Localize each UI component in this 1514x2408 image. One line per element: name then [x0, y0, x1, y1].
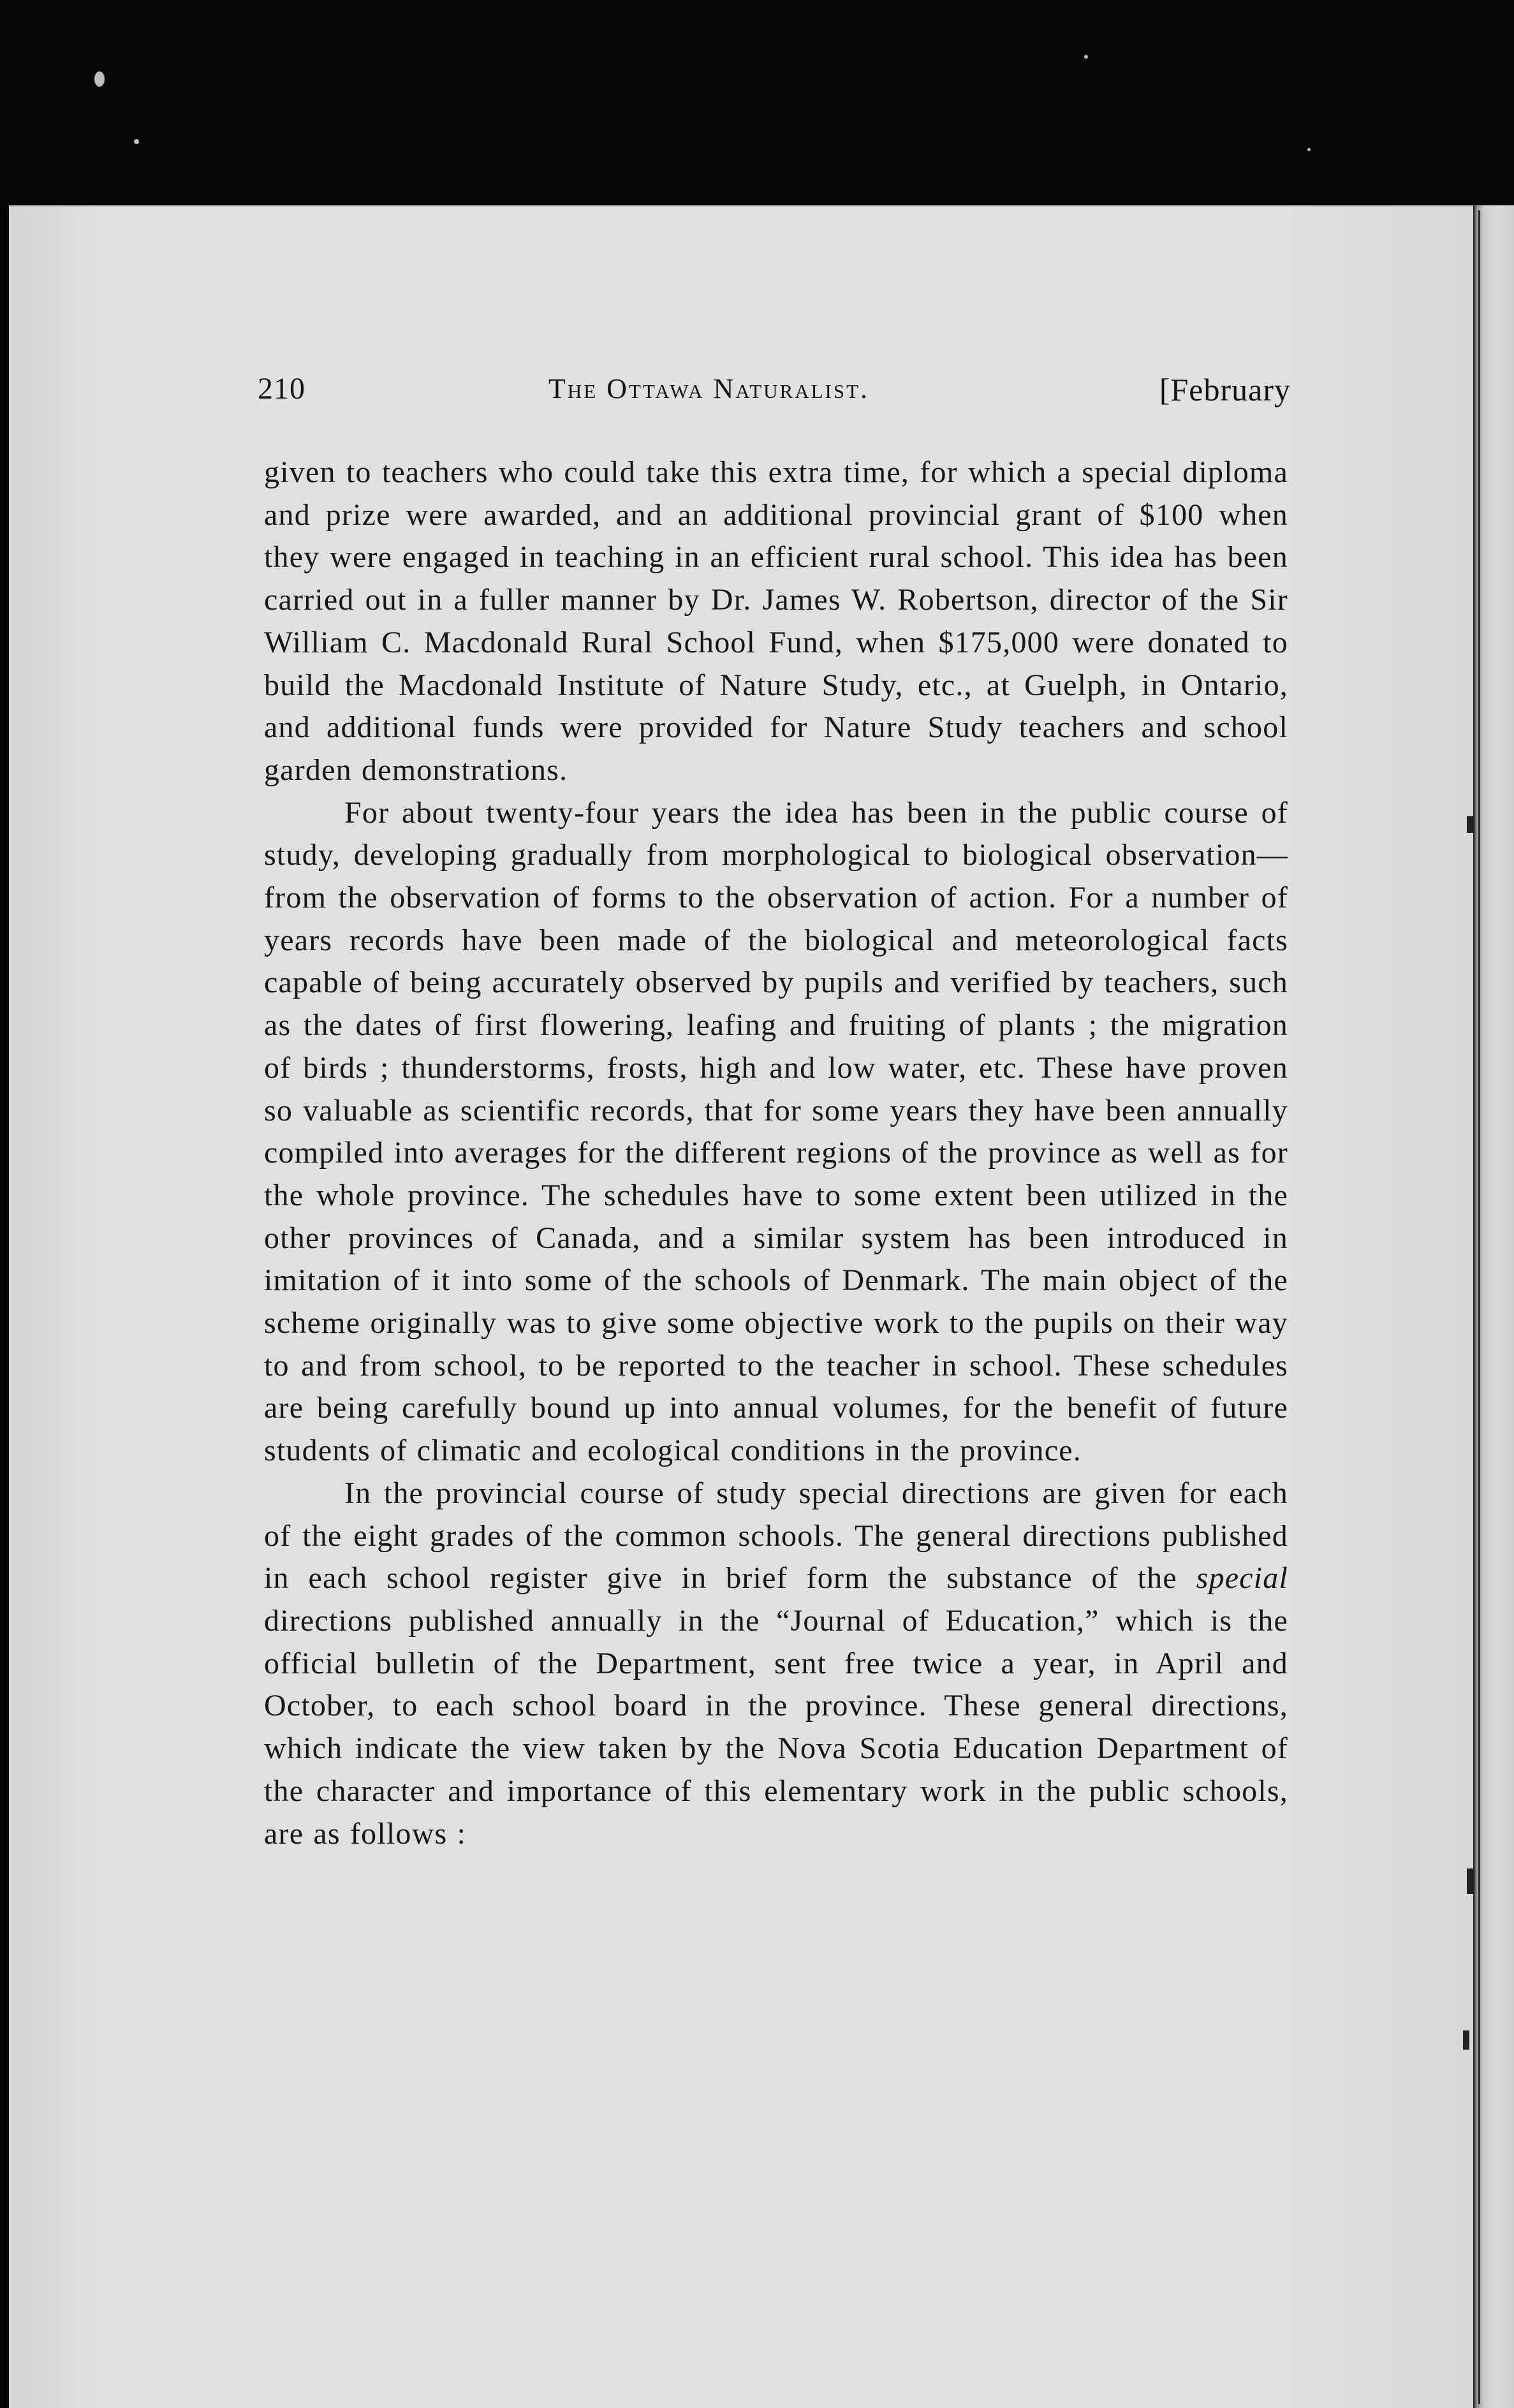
edge-mark [1467, 1868, 1473, 1894]
paragraph-text: given to teachers who could take this extra time, for which a special diploma and prize were awarded, and an additional provincial grant of $100 when they were engaged in teaching in an efficient rural school. This idea has been carried out in a fuller manner by Dr. James W. Robertson, director of the Sir William C. Macdonald Rural School Fund, when $175,000 were donated to build the Macdonald Institute of Nature Study, etc., at Guelph, in Ontario, and additional funds were provided for Nature Study teachers and school garden demonstrations. [264, 455, 1288, 787]
paragraph [264, 792, 1288, 1472]
journal-title: The Ottawa Naturalist. [548, 373, 870, 404]
paragraph-text: For about twenty-four years the idea has been in the public course of study, developing gradually from morphological to biological observation—from the observation of forms to the observation of action. For a number of years records have been made of the biological and meteorological facts capable of being accurately observed by pupils and verified by teachers, such as the dates of first flowering, leafing and fruiting of plants ; the migration of birds ; thunderstorms, frosts, high and low water, etc. These have proven so valuable as scientific records, that for some years they have been annually compiled into averages for the different regions of the province as well as for the whole province. The schedules have to some extent been utilized in the other provinces of Canada, and a similar system has been introduced in imitation of it into some of the schools of Denmark. The main object of the scheme originally was to give some objective work to the pupils on their way to and from school, to be reported to the teacher in school. These schedules are being carefully bound up into annual volumes, for the benefit of future students of climatic and ecological conditions in the province. [264, 795, 1288, 1468]
paragraph [264, 452, 1288, 792]
issue-month: [February [1159, 372, 1291, 407]
paragraph-text: In the provincial course of study special directions are given for each of the eight grades of the common schools. The general directions published in each school register give in brief form the substance of the [264, 1476, 1288, 1596]
page-gutter-line [1478, 210, 1480, 2404]
paragraph-text: directions published annually in the “Journal of Education,” which is the official bulletin of the Department, sent free twice a year, in April and October, to each school board in the province. These general directions, which indicate the view taken by the Nova Scotia Education Department of the character and importance of this elementary work in the public schools, are as follows : [264, 1603, 1288, 1851]
scan-speck [1307, 148, 1311, 151]
scan-speck [134, 139, 139, 144]
edge-mark [1467, 816, 1473, 833]
scan-speck [1084, 55, 1088, 59]
body-text [264, 452, 1288, 1855]
emphasis-text: special [1196, 1561, 1288, 1596]
running-head [258, 371, 1291, 422]
page-number: 210 [258, 372, 305, 406]
scan-background-top [0, 0, 1514, 210]
paragraph [264, 1472, 1288, 1855]
edge-mark [1463, 2030, 1469, 2050]
scan-speck [94, 71, 105, 87]
